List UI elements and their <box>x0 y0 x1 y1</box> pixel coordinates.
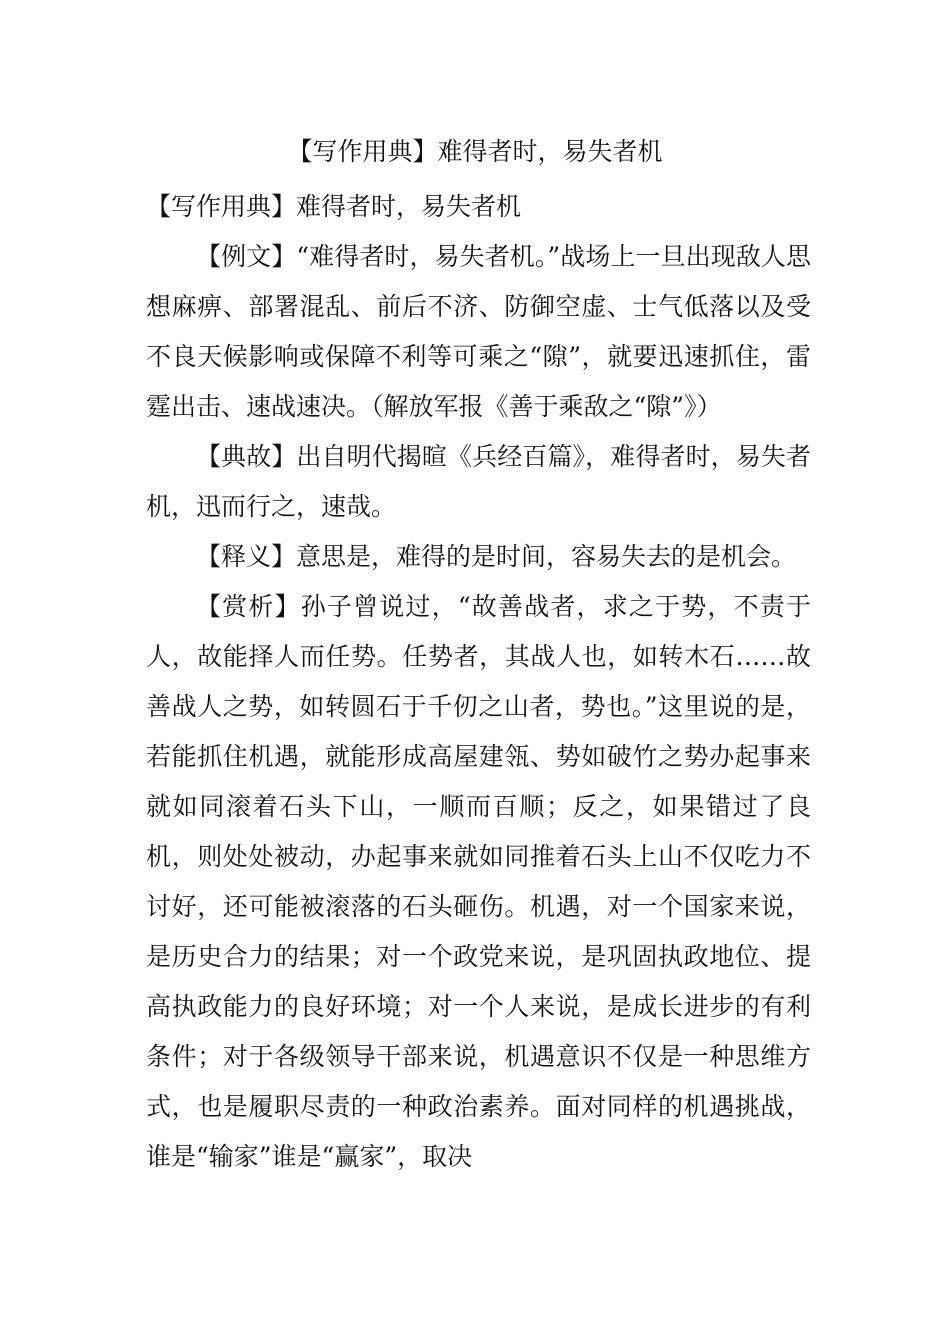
paragraph-allusion: 【典故】出自明代揭暄《兵经百篇》，难得者时，易失者机，迅而行之，速哉。 <box>146 442 811 521</box>
paragraph-example: 【例文】“难得者时，易失者机。”战场上一旦出现敌人思想麻痹、部署混乱、前后不济、防御空虚、士气低落以及受不良天候影响或保障不利等可乘之“隙”，就要迅速抓住，雷霆出击、速战速决。（解放军报《善于乘敌之“隙”》） <box>146 242 811 421</box>
document-title: 【写作用典】难得者时，易失者机 <box>287 137 663 166</box>
paragraph-meaning: 【释义】意思是，难得的是时间，容易失去的是机会。 <box>196 542 797 571</box>
document-body <box>146 182 811 1182</box>
section-heading: 【写作用典】难得者时，易失者机 <box>146 192 522 221</box>
paragraph-analysis: 【赏析】孙子曾说过，“故善战者，求之于势，不责于人，故能择人而任势。任势者，其战人也，如转木石……故善战人之势，如转圆石于千仞之山者，势也。”这里说的是，若能抓住机遇，就能形成高屋建瓴、势如破竹之势办起事来就如同滚着石头下山，一顺而百顺；反之，如果错过了良机，则处处被动，办起事来就如同推着石头上山不仅吃力不讨好，还可能被滚落的石头砸伤。机遇，对一个国家来说，是历史合力的结果；对一个政党来说，是巩固执政地位、提高执政能力的良好环境；对一个人来说，是成长进步的有利条件；对于各级领导干部来说，机遇意识不仅是一种思维方式，也是履职尽责的一种政治素养。面对同样的机遇挑战，谁是“输家”谁是“赢家”，取决 <box>146 592 811 1171</box>
